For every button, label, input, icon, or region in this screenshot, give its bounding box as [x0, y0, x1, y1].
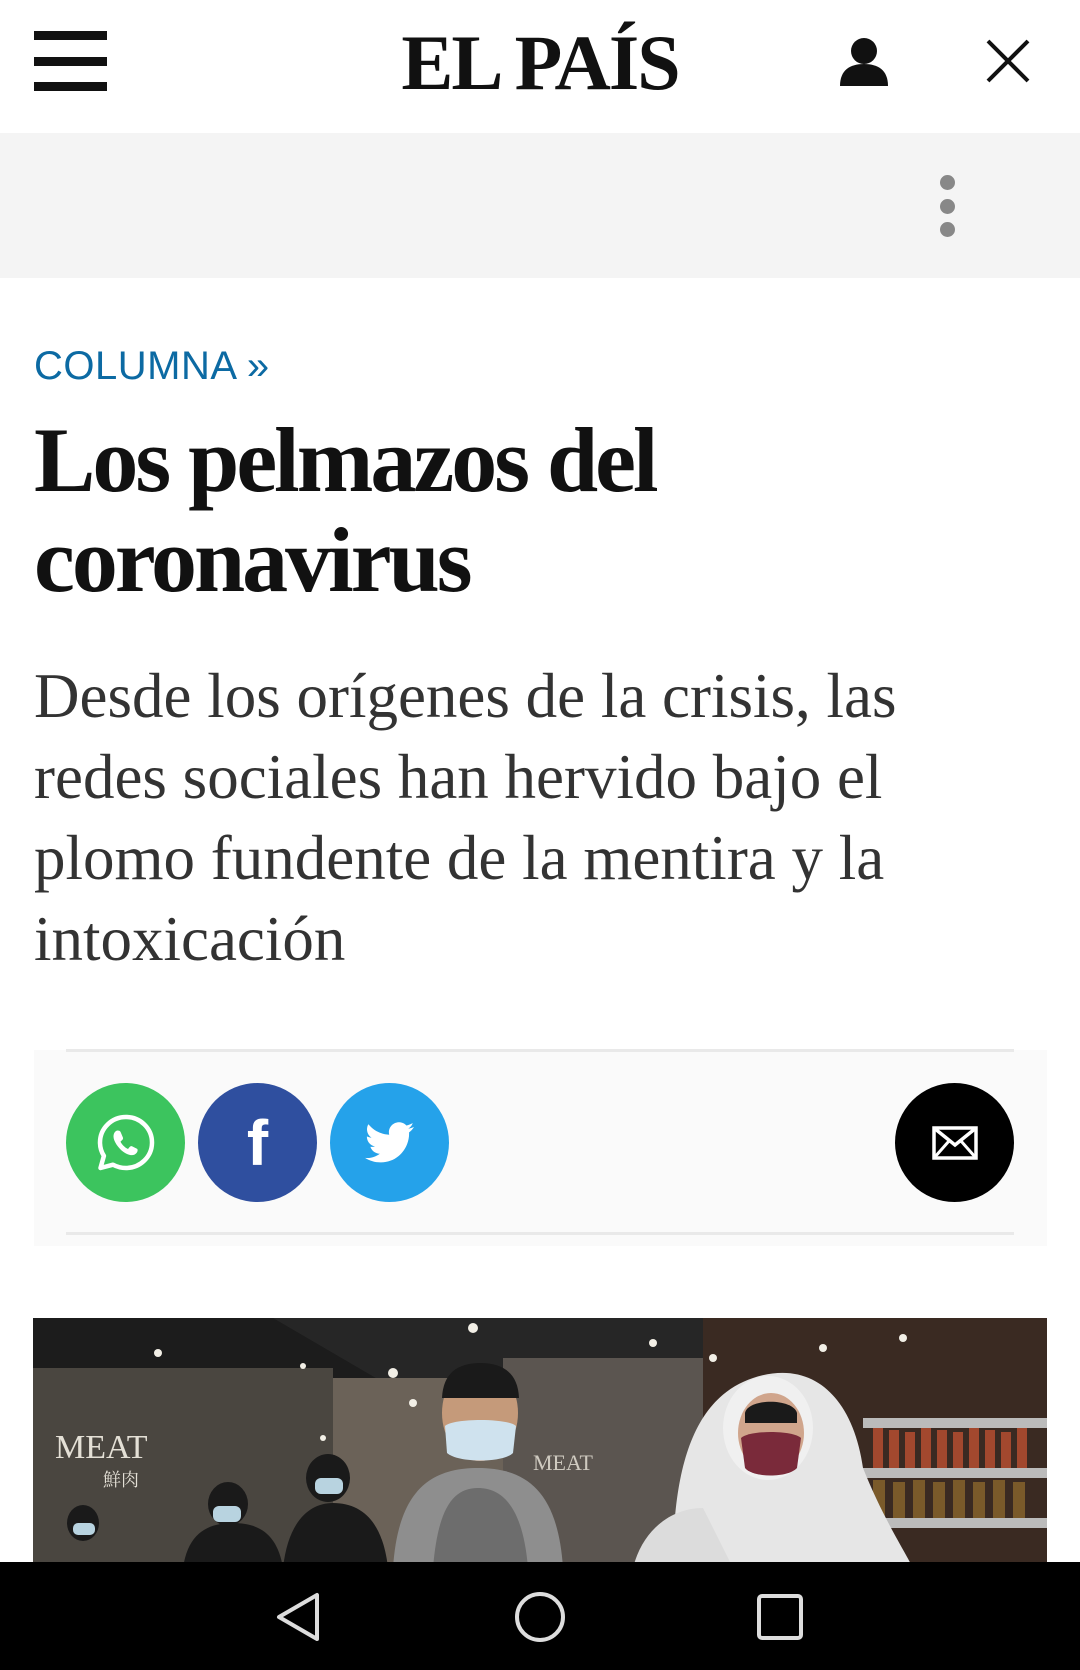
divider — [66, 1049, 1014, 1052]
headline-line: Los pelmazos del — [34, 409, 656, 511]
twitter-icon — [365, 1122, 415, 1164]
close-icon[interactable] — [985, 38, 1031, 84]
kebab-dot — [940, 175, 955, 190]
top-header — [0, 0, 1080, 133]
headline-line: coronavirus — [34, 509, 470, 611]
article-photo[interactable] — [33, 1318, 1047, 1568]
whatsapp-share-button[interactable] — [66, 1083, 185, 1202]
envelope-icon — [932, 1126, 978, 1160]
article-subhead: Desde los orígenes de la crisis, las redes sociales han hervido bajo el plomo fundente de la mentira y la intoxicación — [34, 661, 897, 974]
divider — [66, 1232, 1014, 1235]
back-triangle-icon[interactable] — [271, 1589, 327, 1645]
kebab-menu-icon[interactable] — [927, 175, 967, 237]
email-share-button[interactable] — [895, 1083, 1014, 1202]
system-nav-bar — [0, 1562, 1080, 1670]
whatsapp-icon — [95, 1112, 157, 1174]
kebab-dot — [940, 222, 955, 237]
user-icon[interactable] — [838, 36, 890, 88]
store-sign: MEAT — [533, 1450, 593, 1475]
twitter-share-button[interactable] — [330, 1083, 449, 1202]
section-link[interactable]: COLUMNA » — [34, 344, 270, 388]
ad-banner — [0, 133, 1080, 278]
site-logo[interactable]: EL PAÍS — [401, 19, 679, 106]
article-headline — [34, 410, 1044, 610]
store-sign-sub: 鮮肉 — [103, 1470, 139, 1491]
facebook-share-button[interactable] — [198, 1083, 317, 1202]
store-sign: MEAT — [55, 1429, 148, 1466]
facebook-icon: f — [246, 1106, 269, 1179]
kebab-dot — [940, 199, 955, 214]
recents-square-icon[interactable] — [752, 1589, 808, 1645]
home-circle-icon[interactable] — [512, 1589, 568, 1645]
